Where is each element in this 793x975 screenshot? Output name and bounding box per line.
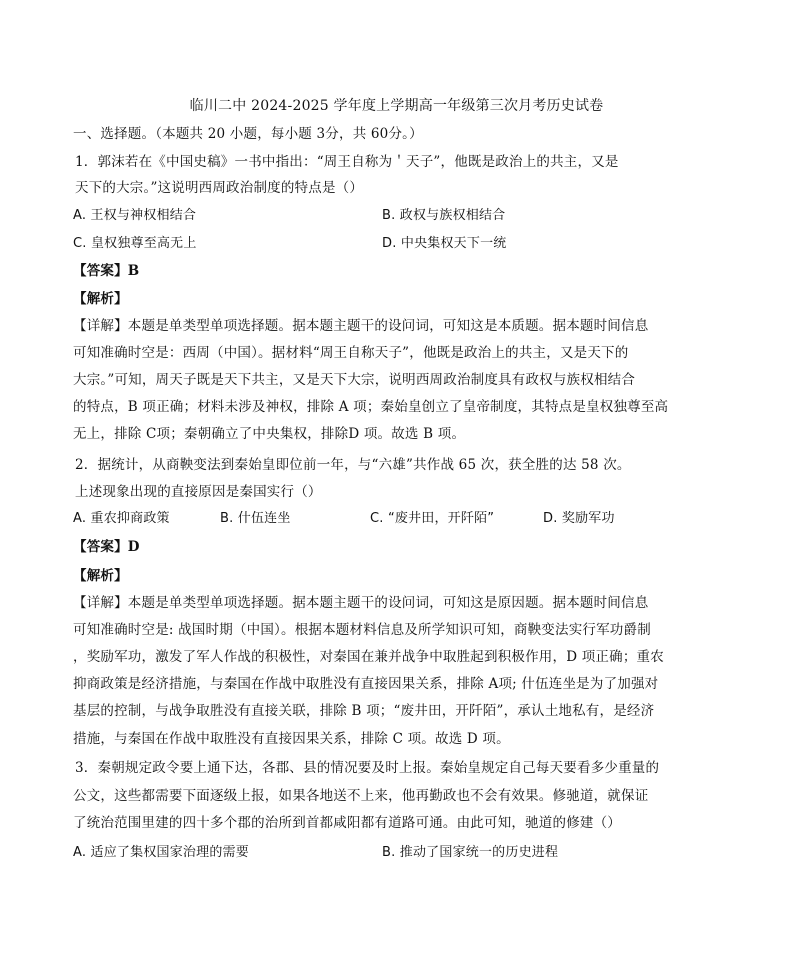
q2-detail-line-4: 抑商政策是经济措施，与秦国在作战中取胜没有直接因果关系，排除 A项; 什伍连坐是为了加强对 (73, 676, 659, 692)
q1-option-b: B. 政权与族权相结合 (382, 208, 506, 223)
q1-stem-line-2: 天下的大宗。”这说明西周政治制度的特点是（） (75, 180, 364, 196)
q1-option-d: D. 中央集权天下一统 (382, 236, 507, 251)
q3-option-a: A. 适应了集权国家治理的需要 (73, 845, 249, 860)
q2-detail-line-2: 可知准确时空是: 战国时期（中国）。根据本题材料信息及所学知识可知，商鞅变法实行军功爵制 (73, 622, 651, 638)
q1-detail-line-4: 的特点，B 项正确；材料未涉及神权，排除 A 项；秦始皇创立了皇帝制度，其特点是皇权独尊至高 (73, 399, 669, 415)
q1-detail-line-3: 大宗。”可知，周天子既是天下共主，又是天下大宗，说明西周政治制度具有政权与族权相结合 (73, 372, 636, 388)
q1-detail-line-1: 【详解】本题是单类型单项选择题。据本题主题干的设问词，可知这是本质题。据本题时间信息 (73, 318, 649, 334)
q1-answer: 【答案】B (73, 263, 140, 279)
q2-stem-line-2: 上述现象出现的直接原因是秦国实行（） (75, 484, 322, 500)
q2-answer: 【答案】D (73, 539, 140, 555)
q1-detail-line-5: 无上，排除 C项；秦朝确立了中央集权，排除D 项。故选 B 项。 (73, 426, 466, 442)
q1-option-a: A. 王权与神权相结合 (73, 208, 197, 223)
q2-option-d: D. 奖励军功 (543, 511, 615, 526)
q2-option-a: A. 重农抑商政策 (73, 511, 170, 526)
q2-option-c: C. “废井田，开阡陌” (370, 511, 495, 526)
q2-analysis-label: 【解析】 (73, 568, 128, 584)
q3-stem-line-1: 3．秦朝规定政令要上通下达，各郡、县的情况要及时上报。秦始皇规定自己每天要看多少重量的 (75, 760, 660, 776)
q3-option-b: B. 推动了国家统一的历史进程 (382, 845, 559, 860)
q1-detail-line-2: 可知准确时空是：西周（中国）。据材料“周王自称天子”，他既是政治上的共主，又是天下的 (73, 345, 629, 361)
exam-title: 临川二中 2024-2025 学年度上学期高一年级第三次月考历史试卷 (189, 98, 604, 114)
q1-stem-line-1: 1．郭沫若在《中国史稿》一书中指出：“周王自称为＇天子”，他既是政治上的共主，又是 (75, 154, 619, 170)
q3-stem-line-3: 了统治范围里建的四十多个郡的治所到首都咸阳都有道路可通。由此可知，驰道的修建（） (73, 815, 621, 831)
q2-option-b: B. 什伍连坐 (220, 511, 291, 526)
q2-detail-line-6: 措施，与秦国在作战中取胜没有直接因果关系，排除 C 项。故选 D 项。 (73, 731, 510, 747)
q2-detail-line-1: 【详解】本题是单类型单项选择题。据本题主题干的设问词，可知这是原因题。据本题时间信息 (73, 595, 649, 611)
q2-detail-line-5: 基层的控制，与战争取胜没有直接关联，排除 B 项；“废井田，开阡陌”，承认土地私有，是经济 (73, 703, 655, 719)
q3-stem-line-2: 公文，这些都需要下面逐级上报，如果各地送不上来，他再勤政也不会有效果。修驰道，就保证 (73, 788, 649, 804)
q2-stem-line-1: 2．据统计，从商鞅变法到秦始皇即位前一年，与“六雄”共作战 65 次，获全胜的达 58 次。 (75, 457, 631, 473)
q1-option-c: C. 皇权独尊至高无上 (73, 236, 197, 251)
section-header: 一、选择题。（本题共 20 小题，每小题 3分，共 60分。） (73, 126, 423, 142)
q1-analysis-label: 【解析】 (73, 291, 128, 307)
q2-detail-line-3: ，奖励军功，激发了军人作战的积极性，对秦国在兼并战争中取胜起到积极作用，D 项正确；重农 (73, 649, 664, 665)
